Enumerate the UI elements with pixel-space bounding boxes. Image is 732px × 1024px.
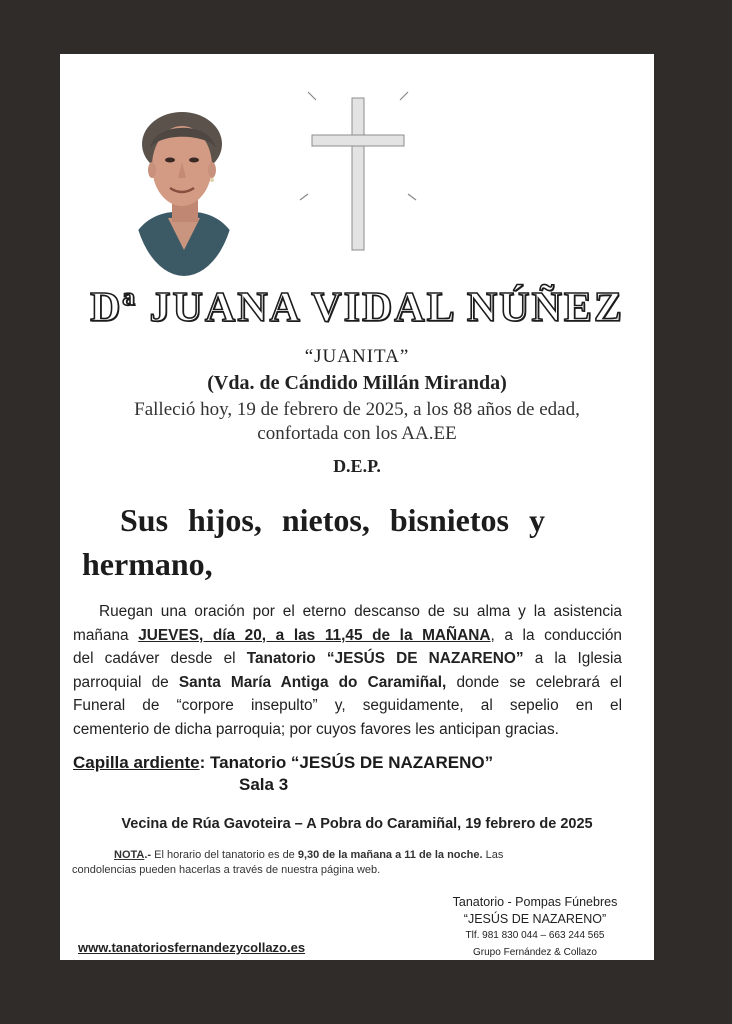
death-notice-line: confortada con los AA.EE bbox=[257, 423, 457, 444]
note-line: condolencias pueden hacerlas a través de nuestra página web. bbox=[72, 864, 381, 876]
chapel-label: Capilla ardiente bbox=[73, 753, 200, 772]
funeral-home-group: Grupo Fernández & Collazo bbox=[473, 947, 597, 958]
text: Las bbox=[485, 849, 504, 861]
deceased-name: Dª JUANA VIDAL NÚÑEZ bbox=[90, 285, 624, 331]
ceremony-line: Ruegan una oración por el eterno descanso de su alma y la asistencia bbox=[99, 603, 622, 620]
text: del cadáver desde el bbox=[73, 650, 236, 667]
death-notice-line: Falleció hoy, 19 de febrero de 2025, a los 88 años de edad, bbox=[134, 399, 580, 420]
text: parroquial de bbox=[73, 673, 169, 691]
text: a la Iglesia bbox=[534, 650, 622, 667]
chapel-info bbox=[73, 752, 493, 796]
nickname: “JUANITA” bbox=[304, 346, 410, 367]
funeral-home-name: “JESÚS DE NAZARENO” bbox=[463, 912, 607, 926]
note-sep: .- bbox=[144, 849, 152, 861]
note-line bbox=[72, 848, 624, 863]
ceremony-date: JUEVES, día 20, a las 11,45 de la MAÑANA bbox=[138, 626, 491, 644]
dep-label: D.E.P. bbox=[333, 456, 381, 476]
ceremony-line: Funeral de “corpore insepulto” y, seguidamente, al sepelio en el bbox=[73, 697, 622, 714]
portrait-photo bbox=[132, 100, 236, 276]
funeral-home-phone: Tlf. 981 830 044 – 663 244 565 bbox=[465, 930, 605, 941]
ceremony-text bbox=[73, 600, 622, 741]
text: , a la conducción bbox=[490, 626, 622, 644]
ceremony-line bbox=[73, 624, 622, 648]
chapel-room: Sala 3 bbox=[239, 775, 289, 794]
cross-icon bbox=[298, 90, 418, 265]
family-heading-line: hermano, bbox=[82, 546, 213, 582]
widow-of: (Vda. de Cándido Millán Miranda) bbox=[207, 372, 507, 394]
ceremony-line bbox=[73, 671, 622, 695]
family-heading bbox=[82, 498, 622, 586]
website-link[interactable]: www.tanatoriosfernandezycollazo.es bbox=[78, 940, 306, 955]
family-heading-line: Sus hijos, nietos, bisnietos y bbox=[120, 502, 545, 538]
residence-line: Vecina de Rúa Gavoteira – A Pobra do Caramiñal, 19 febrero de 2025 bbox=[121, 816, 593, 832]
death-notice bbox=[60, 398, 654, 446]
obituary-card bbox=[60, 54, 654, 960]
chapel-place: Tanatorio “JESÚS DE NAZARENO” bbox=[210, 753, 494, 772]
church-name: Santa María Antiga do Caramiñal, bbox=[178, 673, 447, 691]
opening-hours: 9,30 de la mañana a 11 de la noche. bbox=[297, 849, 483, 861]
funeral-home-ref: Tanatorio “JESÚS DE NAZARENO” bbox=[246, 650, 524, 667]
note bbox=[72, 848, 624, 878]
chapel-colon: : bbox=[199, 753, 206, 772]
text: El horario del tanatorio es de bbox=[154, 849, 295, 861]
text: donde se celebrará el bbox=[456, 673, 623, 691]
funeral-home-block bbox=[432, 894, 638, 962]
ceremony-line bbox=[73, 647, 622, 671]
funeral-home-title: Tanatorio - Pompas Fúnebres bbox=[452, 895, 618, 909]
ceremony-line: cementerio de dicha parroquia; por cuyos favores les anticipan gracias. bbox=[73, 720, 559, 738]
note-label: NOTA bbox=[114, 849, 145, 861]
text: mañana bbox=[73, 626, 129, 644]
